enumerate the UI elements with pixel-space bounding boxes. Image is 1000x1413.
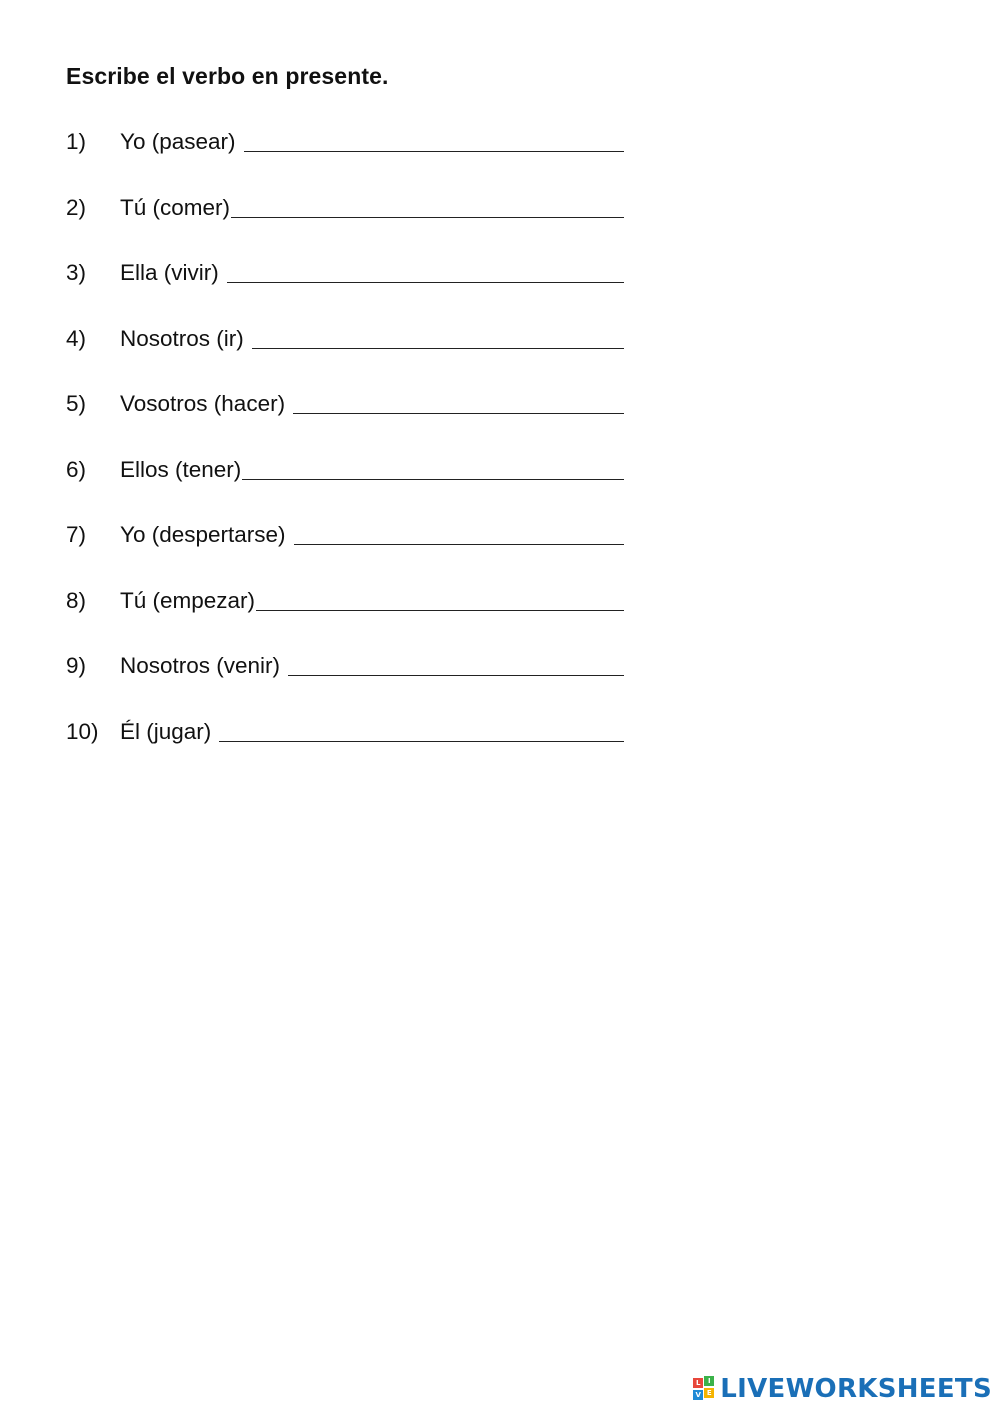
exercise-item-9	[66, 646, 624, 680]
liveworksheets-mark-icon	[693, 1376, 717, 1402]
answer-blank-3[interactable]	[227, 256, 624, 283]
item-prompt: Nosotros (venir)	[120, 653, 281, 678]
logo-square-v: V	[693, 1390, 703, 1400]
instruction-heading: Escribe el verbo en presente.	[66, 63, 389, 89]
exercise-item-8	[66, 581, 624, 615]
exercise-item-7	[66, 515, 624, 549]
item-number: 8)	[66, 587, 87, 613]
item-prompt: Nosotros (ir)	[120, 325, 244, 351]
answer-blank-10[interactable]	[219, 715, 624, 742]
answer-blank-2[interactable]	[231, 191, 624, 218]
exercise-item-4	[66, 319, 624, 353]
exercise-item-2	[66, 188, 624, 222]
answer-blank-1[interactable]	[244, 125, 625, 152]
answer-blank-7[interactable]	[294, 518, 624, 545]
item-number: 4)	[66, 325, 87, 351]
exercise-list-wrapper	[66, 122, 624, 746]
item-prompt: Ella (vivir)	[120, 260, 219, 285]
item-prompt: Yo (despertarse)	[120, 522, 286, 547]
answer-blank-4[interactable]	[252, 322, 624, 349]
exercise-list	[66, 122, 624, 746]
item-prompt: Tú (comer)	[120, 194, 231, 220]
exercise-item-5	[66, 384, 624, 418]
item-number: 10)	[66, 718, 99, 744]
item-number: 6)	[66, 456, 87, 482]
exercise-item-3	[66, 253, 624, 287]
answer-blank-8[interactable]	[256, 584, 624, 611]
liveworksheets-logo	[693, 1371, 992, 1407]
logo-square-l: L	[693, 1378, 703, 1388]
item-number: 9)	[66, 653, 87, 678]
exercise-item-1	[66, 122, 624, 156]
exercise-item-6	[66, 450, 624, 484]
answer-blank-6[interactable]	[242, 453, 624, 480]
logo-square-i: I	[704, 1376, 714, 1386]
answer-blank-9[interactable]	[288, 649, 624, 676]
logo-wordmark: LIVEWORKSHEETS	[720, 1374, 992, 1404]
item-number: 1)	[66, 129, 87, 154]
exercise-item-10	[66, 712, 624, 746]
item-number: 7)	[66, 522, 87, 547]
item-number: 2)	[66, 194, 87, 220]
answer-blank-5[interactable]	[293, 387, 624, 414]
item-number: 5)	[66, 391, 87, 416]
item-prompt: Yo (pasear)	[120, 129, 236, 154]
item-number: 3)	[66, 260, 87, 285]
item-prompt: Tú (empezar)	[120, 587, 256, 613]
item-prompt: Él (jugar)	[120, 718, 212, 744]
item-prompt: Ellos (tener)	[120, 456, 242, 482]
logo-square-e: E	[704, 1388, 714, 1398]
item-prompt: Vosotros (hacer)	[120, 391, 286, 416]
worksheet	[66, 60, 686, 777]
